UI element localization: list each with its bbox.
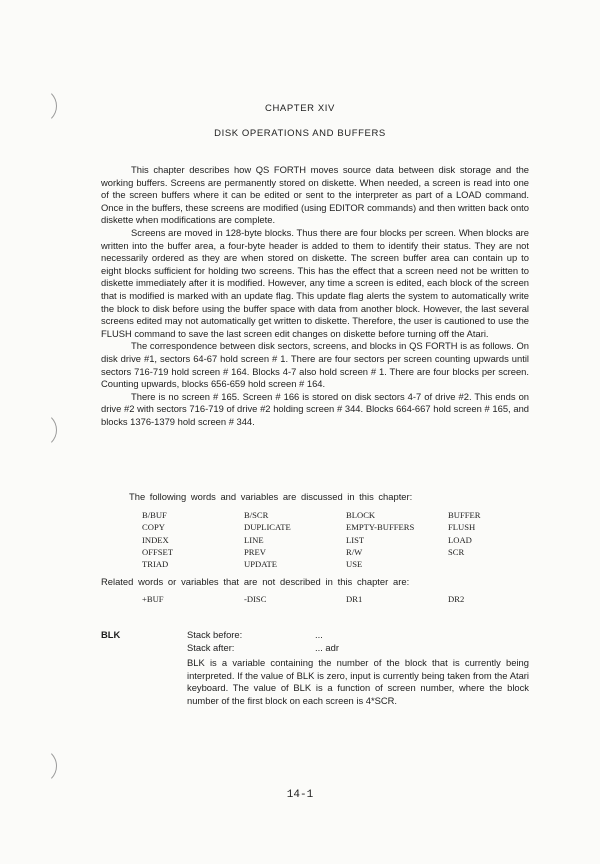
related-item: DR1 bbox=[346, 594, 363, 604]
paragraph: The correspondence between disk sectors, screens, and blocks in QS FORTH is as follows. On disk drive #1, sectors 64-67 hold screen # 1. There are four sectors per screen counting upwards until sectors 716-719 hold screen # 164. Blocks 4-7 also hold screen # 1. There are four blocks per screen. Counting upwards, blocks 656-659 hold screen # 164. bbox=[101, 340, 529, 390]
words-intro: The following words and variables are discussed in this chapter: bbox=[129, 491, 413, 502]
chapter-heading: CHAPTER XIV bbox=[265, 103, 335, 114]
stack-before-label: Stack before: bbox=[187, 629, 243, 640]
word-item: COPY bbox=[142, 522, 165, 533]
related-intro: Related words or variables that are not described in this chapter are: bbox=[101, 576, 410, 587]
related-item: -DISC bbox=[244, 594, 267, 604]
word-item: SCR bbox=[448, 546, 465, 557]
word-item: B/BUF bbox=[142, 510, 167, 520]
entry-name: BLK bbox=[101, 629, 121, 640]
stack-after-label: Stack after: bbox=[187, 641, 235, 653]
word-item: INDEX bbox=[142, 534, 169, 545]
word-item bbox=[448, 558, 508, 570]
word-item: R/W bbox=[346, 546, 363, 557]
paragraph: There is no screen # 165. Screen # 166 is stored on disk sectors 4-7 of drive #2. This ends on drive #2 with sectors 716-719 of drive #2 holding screen # 344. Blocks 664-667 hold screen # 165, and blocks 1376-1379 hold screen # 344. bbox=[101, 390, 529, 427]
paragraph: Screens are moved in 128-byte blocks. Thus there are four blocks per screen. When blocks are written into the buffer area, a four-byte header is added to them to identify their status. They are not necessarily ordered as they are when stored on diskette. The screen buffer area can contain up to eight blocks sufficient for holding two screens. This has the effect that a screen need not be written to diskette immediately after it is modified. However, any time a screen is edited, each block of the screen that is modified is marked with an update flag. This update flag alerts the system to automatically write the block to disk before using the buffer space with data from another block. However, the last several screens edited may not automatically get written to diskette. Therefore, the user is cautioned to use the FLUSH command to save the last screen edit changes on diskette before turning off the Atari. bbox=[101, 226, 529, 339]
stack-after-value: ... adr bbox=[315, 641, 339, 653]
stack-effect bbox=[187, 629, 339, 654]
word-item: FLUSH bbox=[448, 522, 476, 533]
word-item: TRIAD bbox=[142, 559, 169, 570]
related-item: +BUF bbox=[142, 594, 164, 604]
word-item: USE bbox=[346, 559, 363, 570]
related-words bbox=[142, 594, 502, 604]
word-item: EMPTY-BUFFERS bbox=[346, 522, 415, 533]
chapter-title: DISK OPERATIONS AND BUFFERS bbox=[214, 128, 386, 139]
word-item: B/SCR bbox=[244, 510, 269, 520]
binder-hole-mark bbox=[26, 412, 57, 448]
word-item: LINE bbox=[244, 534, 264, 545]
word-item: OFFSET bbox=[142, 546, 174, 557]
words-table bbox=[142, 509, 482, 570]
paragraph: This chapter describes how QS FORTH moves source data between disk storage and the working buffers. Screens are permanently stored on diskette. When needed, a screen is read into one of the screen buffers where it can be edited or sent to the interpreter as part of a LOAD command. Once in the buffers, these screens are modified (using EDITOR commands) and then written back onto diskette when modifications are complete. bbox=[101, 164, 529, 226]
related-item: DR2 bbox=[448, 594, 465, 604]
body-text bbox=[101, 164, 529, 428]
word-item: BLOCK bbox=[346, 510, 376, 520]
word-item: BUFFER bbox=[448, 510, 481, 520]
word-item: LOAD bbox=[448, 534, 472, 545]
stack-before-value: ... bbox=[315, 629, 323, 640]
word-item: UPDATE bbox=[244, 559, 277, 570]
page-number: 14-1 bbox=[286, 789, 314, 801]
word-item: PREV bbox=[244, 546, 266, 557]
entry-description: BLK is a variable containing the number of the block that is currently being interpreted. If the value of BLK is zero, input is currently being taken from the Atari keyboard. The value of BLK is a function of screen number, where the block number of the first block on each screen is 4*SCR. bbox=[187, 657, 529, 706]
word-item: LIST bbox=[346, 534, 365, 545]
word-item: DUPLICATE bbox=[244, 522, 291, 533]
binder-hole-mark bbox=[26, 748, 57, 784]
